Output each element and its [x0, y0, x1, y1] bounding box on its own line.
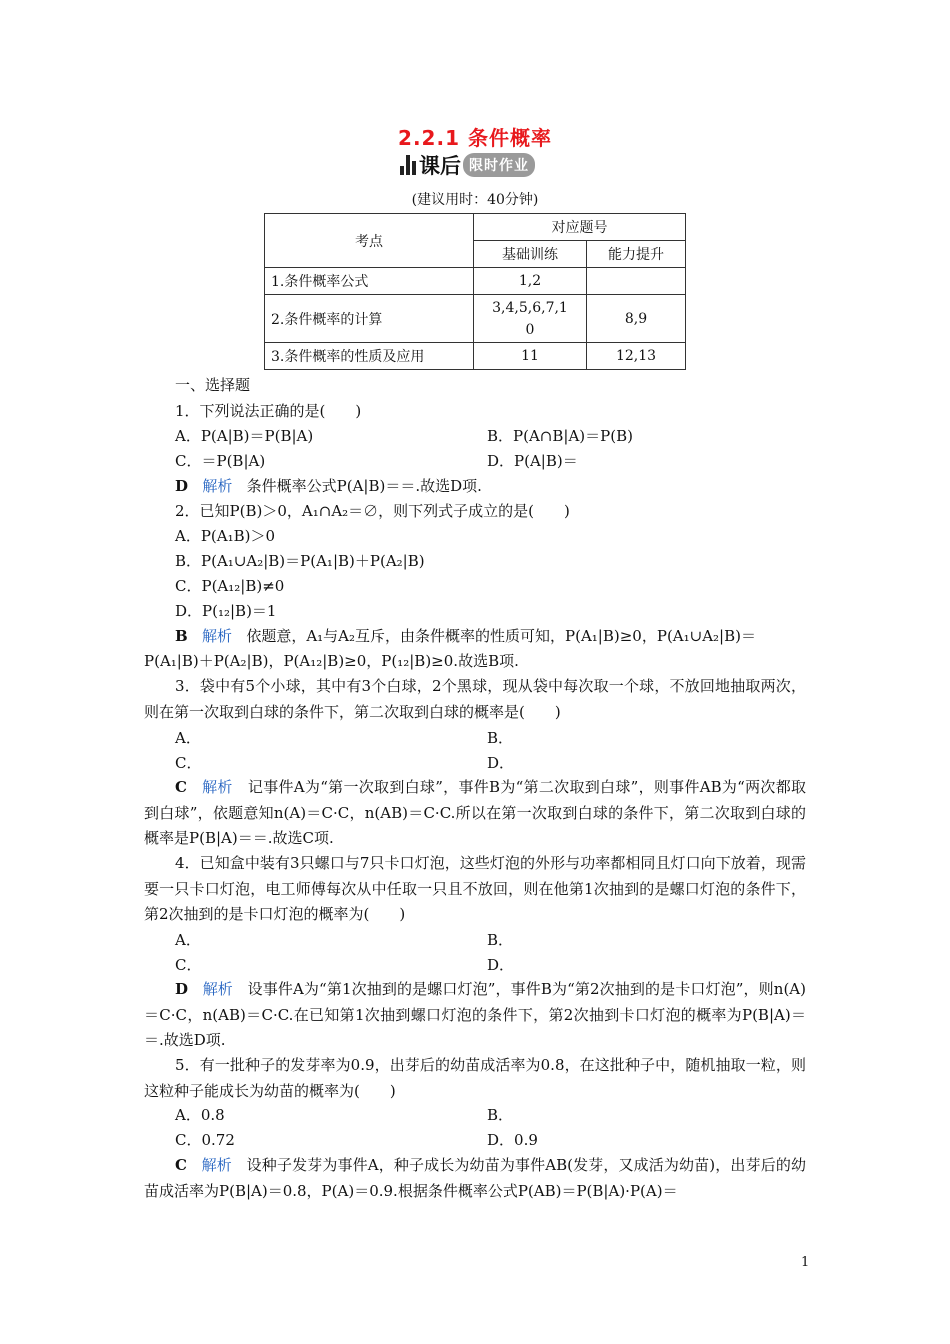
q2-stem: 2．已知P(B)＞0，A₁∩A₂＝∅，则下列式子成立的是( ) [175, 502, 570, 520]
q2-solution-text-2: P(A₁|B)＋P(A₂|B)，P(A₁₂|B)≥0，P(₁₂|B)≥0.故选B项. [144, 652, 519, 670]
row3-basic: 11 [474, 343, 587, 370]
q4-stem: 4．已知盒中装有3只螺口与7只卡口灯泡，这些灯泡的外形与功率都相同且灯口向下放着，现需要一只卡口灯泡，电工师傅每次从中任取一只且不放回，则在他第1次抽到的是螺口灯泡的条件下，第2次抽到的是卡口灯泡的概率为( ) [144, 854, 806, 923]
q1-option-d: D．P(A|B)＝ [487, 452, 578, 470]
bar-chart-icon [400, 155, 416, 175]
row2-basic-line1: 3,4,5,6,7,1 [492, 299, 568, 316]
row1-basic: 1,2 [474, 268, 587, 295]
q3-jiexi-label: 解析 [202, 778, 233, 796]
q1-stem: 1．下列说法正确的是( ) [175, 402, 362, 420]
q4-option-b: B． [487, 931, 514, 949]
row3-advanced: 12,13 [587, 343, 686, 370]
q1-option-a: A．P(A|B)＝P(B|A) [175, 427, 314, 445]
badge-tag-label: 限时作业 [463, 153, 535, 177]
q5-stem: 5．有一批种子的发芽率为0.9，出芽后的幼苗成活率为0.8，在这批种子中，随机抽取一粒，则这粒种子能成长为幼苗的概率为( ) [144, 1056, 806, 1100]
page-number: 1 [801, 1255, 810, 1270]
q3-option-a: A． [175, 729, 201, 747]
q2-solution [175, 626, 756, 646]
suggested-time: (建议用时：40分钟) [411, 192, 539, 208]
row2-topic: 2.条件概率的计算 [265, 295, 474, 343]
row2-advanced: 8,9 [587, 295, 686, 343]
row3-topic: 3.条件概率的性质及应用 [265, 343, 474, 370]
q5-solution [144, 1153, 806, 1204]
q5-option-b: B． [487, 1106, 514, 1124]
q5-option-c: C．0.72 [175, 1131, 235, 1149]
q2-option-d: D．P(₁₂|B)＝1 [175, 602, 277, 620]
q5-answer: C [175, 1156, 187, 1174]
q4-option-a: A． [175, 931, 201, 949]
q4-option-d: D． [487, 956, 515, 974]
q3-answer: C [175, 778, 187, 796]
q1-answer: D [175, 477, 189, 495]
header-question-numbers: 对应题号 [474, 214, 686, 241]
topic-table [264, 213, 686, 370]
q2-option-b: B．P(A₁∪A₂|B)＝P(A₁|B)＋P(A₂|B) [175, 552, 425, 570]
q4-answer: D [175, 980, 189, 998]
q4-jiexi-label: 解析 [202, 980, 233, 998]
q2-option-c: C．P(A₁₂|B)≠0 [175, 577, 285, 595]
q1-solution [175, 476, 482, 496]
q4-solution [144, 977, 806, 1054]
q2-solution-text-1: 依题意，A₁与A₂互斥，由条件概率的性质可知，P(A₁|B)≥0，P(A₁∪A₂|B)＝ [246, 627, 756, 645]
q5-jiexi-label: 解析 [201, 1156, 232, 1174]
row1-advanced [587, 268, 686, 295]
q3-stem: 3．袋中有5个小球，其中有3个白球，2个黑球，现从袋中每次取一个球，不放回地抽取两次，则在第一次取到白球的条件下，第二次取到白球的概率是( ) [144, 677, 806, 721]
q1-option-b: B．P(A∩B|A)＝P(B) [487, 427, 633, 445]
page-title: 2.2.1 条件概率 [398, 126, 552, 150]
section-heading: 一、选择题 [175, 376, 251, 394]
q4-option-c: C． [175, 956, 202, 974]
q3-option-c: C． [175, 754, 202, 772]
homework-badge [400, 152, 535, 178]
q3-solution-text: 记事件A为“第一次取到白球”，事件B为“第二次取到白球”，则事件AB为“两次都取到白球”，依题意知n(A)＝C·C，n(AB)＝C·C.所以在第一次取到白球的条件下，第二次取到白球的概率是P(B|A)＝＝.故选C项. [144, 778, 807, 847]
row1-topic: 1.条件概率公式 [265, 268, 474, 295]
q5-option-d: D．0.9 [487, 1131, 538, 1149]
q3-option-d: D． [487, 754, 515, 772]
q5-solution-text: 设种子发芽为事件A，种子成长为幼苗为事件AB(发芽，又成活为幼苗)，出芽后的幼苗成活率为P(B|A)＝0.8，P(A)＝0.9.根据条件概率公式P(AB)＝P(B|A)·P(A)＝ [144, 1156, 806, 1200]
header-basic: 基础训练 [474, 241, 587, 268]
header-topic: 考点 [265, 214, 474, 268]
q1-option-c: C．＝P(B|A) [175, 452, 266, 470]
q4-solution-text: 设事件A为“第1次抽到的是螺口灯泡”，事件B为“第2次抽到的是卡口灯泡”，则n(A)＝C·C，n(AB)＝C·C.在已知第1次抽到螺口灯泡的条件下，第2次抽到卡口灯泡的概率为P(B|A)＝＝.故选D项. [144, 980, 806, 1049]
q2-answer: B [175, 627, 188, 645]
q5-option-a: A．0.8 [175, 1106, 225, 1124]
q3-option-b: B． [487, 729, 514, 747]
badge-main-label: 课后 [419, 154, 461, 178]
row2-basic-line2: 0 [525, 321, 535, 338]
q2-option-a: A．P(A₁B)＞0 [175, 527, 276, 545]
header-advanced: 能力提升 [587, 241, 686, 268]
q2-jiexi-label: 解析 [202, 627, 233, 645]
row2-basic [474, 295, 587, 343]
q3-solution [144, 775, 806, 852]
q1-solution-text: 条件概率公式P(A|B)＝＝.故选D项. [246, 477, 482, 495]
q1-jiexi-label: 解析 [202, 477, 233, 495]
